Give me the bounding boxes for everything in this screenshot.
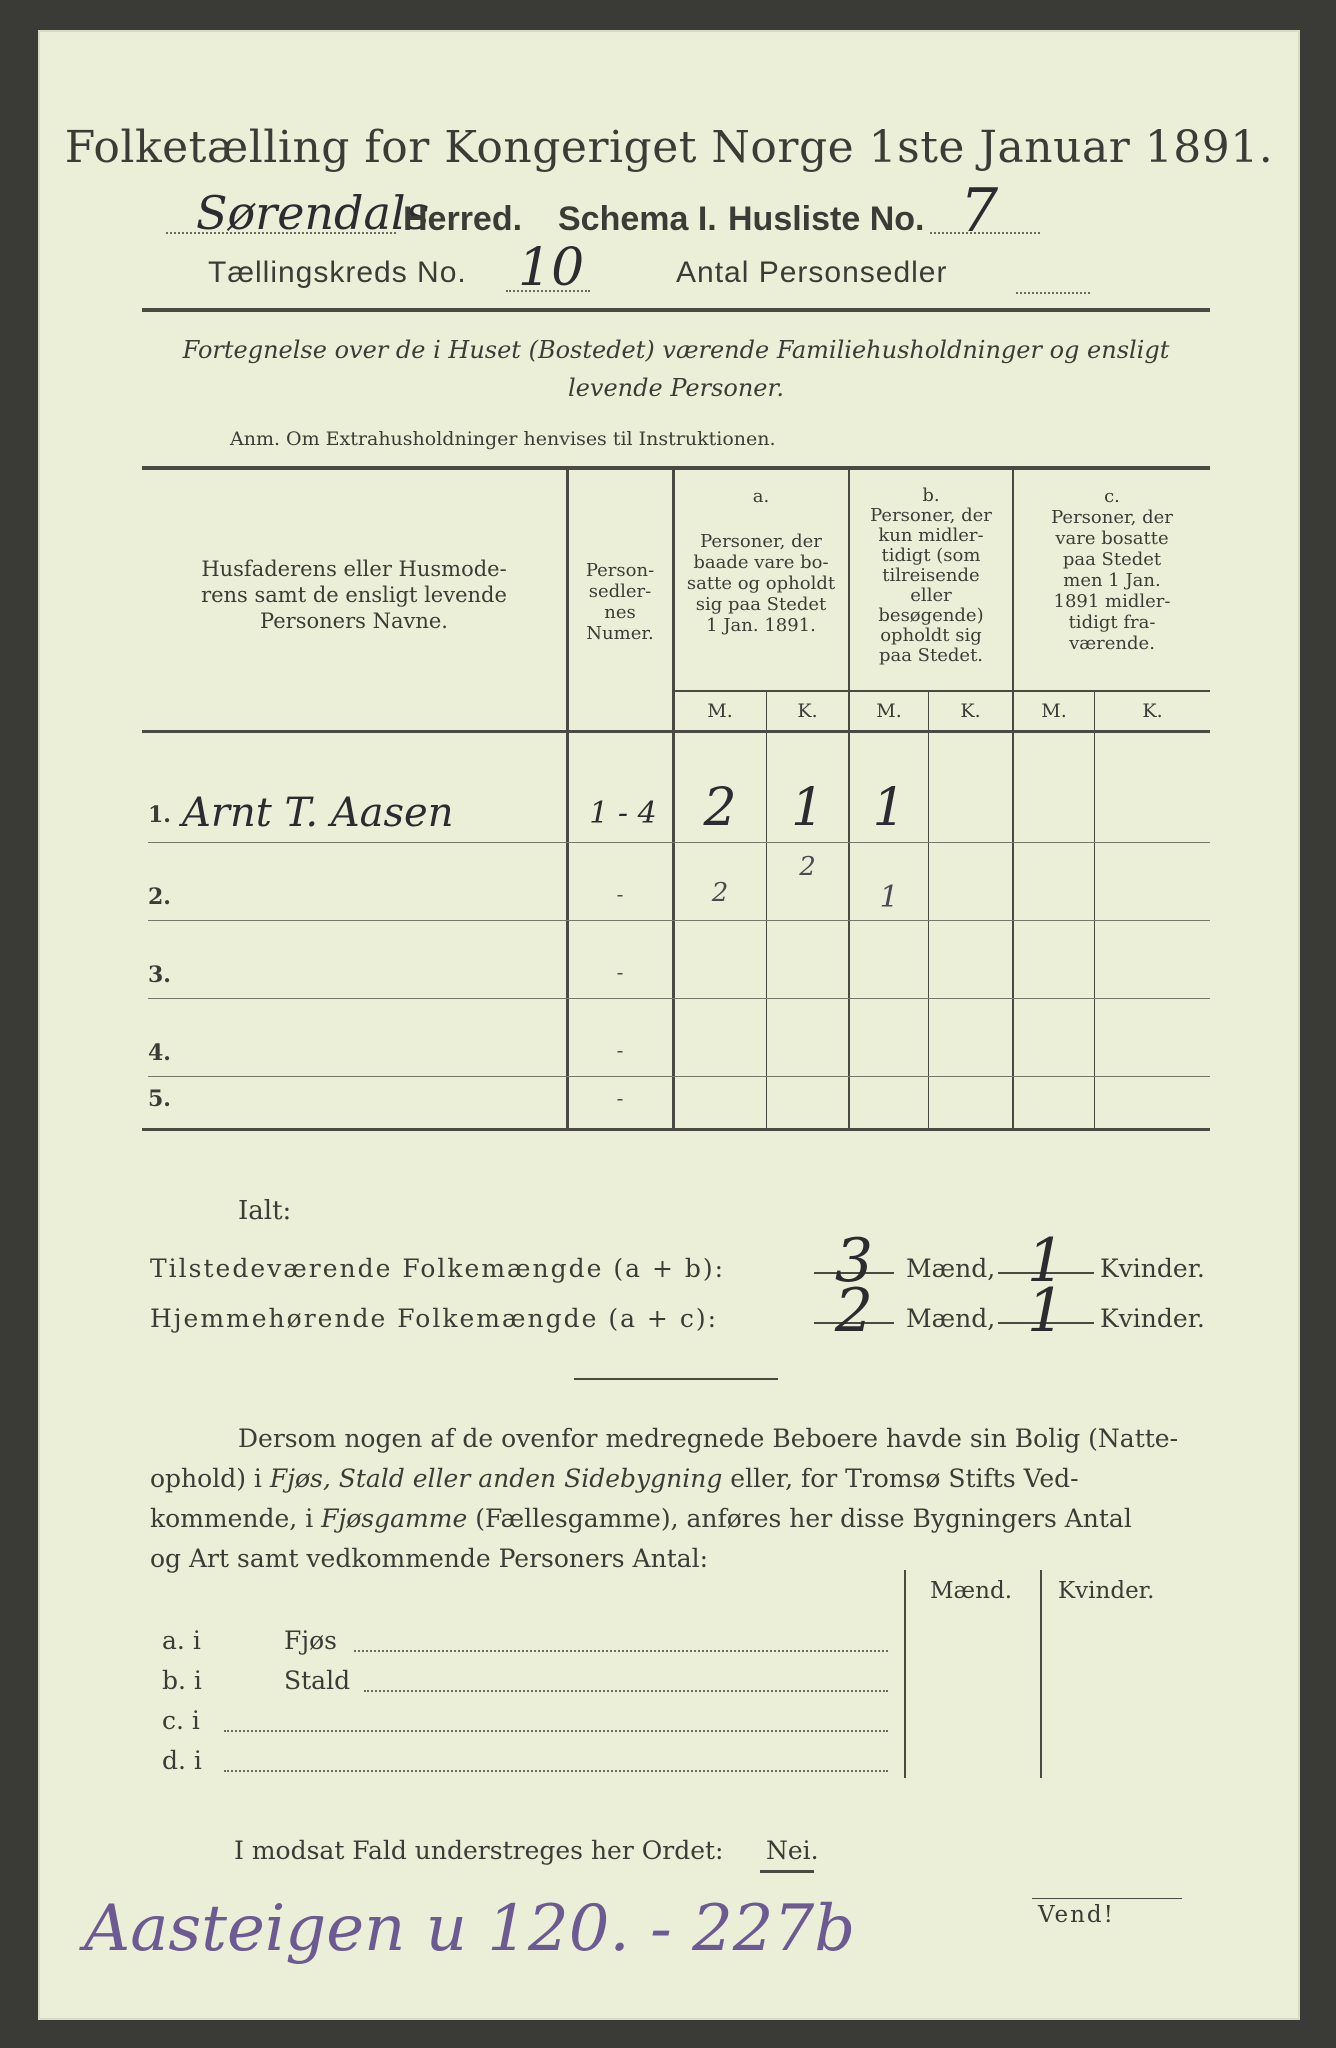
row2-number: 2. xyxy=(148,884,171,910)
bld-row-b-i: i xyxy=(193,1666,202,1695)
tilsted-maend: Mænd, xyxy=(906,1254,996,1283)
bld-row-c-letter: c. xyxy=(162,1706,184,1735)
kreds-value: 10 xyxy=(518,238,585,298)
col-b-letter: b. xyxy=(922,485,940,506)
section-divider xyxy=(574,1378,778,1380)
col-a-l3: satte og opholdt xyxy=(686,573,836,594)
row3-sedler: - xyxy=(616,960,624,984)
col-a-l1: Personer, der xyxy=(700,531,822,552)
row4-line xyxy=(148,1076,1210,1077)
bld-row-a-i: i xyxy=(192,1626,201,1655)
col-name-l1: Husfaderens eller Husmode- xyxy=(201,557,507,581)
buildings-p4: og Art samt vedkommende Personers Antal: xyxy=(150,1544,709,1573)
col-name-l3: Personers Navne. xyxy=(260,609,448,633)
hjemme-k-value: 1 xyxy=(1026,1276,1066,1346)
col-a-header xyxy=(676,486,846,636)
archive-annotation: Aasteigen u 120. - 227b xyxy=(84,1892,856,1966)
husliste-field xyxy=(930,176,1040,246)
row2-a-k: 2 xyxy=(799,852,816,882)
table-header-rule xyxy=(142,730,1210,733)
buildings-p2-b: Fjøs, Stald eller anden Sidebygning xyxy=(269,1464,723,1493)
row1-b-m: 1 xyxy=(872,778,906,838)
col-num-l1: Person- xyxy=(585,560,655,581)
col-num-l2: sedler- xyxy=(588,581,652,602)
hjemme-m-value: 2 xyxy=(834,1276,874,1346)
vrule-cm xyxy=(1094,692,1095,1130)
antal-field xyxy=(1016,292,1090,294)
row4-number: 4. xyxy=(148,1040,171,1066)
buildings-p1: Dersom nogen af de ovenfor medregnede Beboere havde sin Bolig (Natte- xyxy=(238,1424,1179,1453)
intro-line1: Fortegnelse over de i Huset (Bostedet) værende Familiehusholdninger og ensligt xyxy=(182,336,1170,364)
bld-row-a-letter: a. xyxy=(162,1626,185,1655)
col-a-l5: 1 Jan. 1891. xyxy=(706,615,816,636)
buildings-p2-c: eller, for Tromsø Stifts Ved- xyxy=(722,1464,1079,1493)
husliste-value: 7 xyxy=(960,176,999,246)
col-c-header xyxy=(1014,486,1210,654)
form-title: Folketælling for Kongeriget Norge 1ste Januar 1891. xyxy=(64,122,1274,173)
table-bottom-rule xyxy=(142,1128,1210,1131)
antal-label: Antal Personsedler xyxy=(676,256,948,289)
bld-row-b-dots xyxy=(364,1690,888,1692)
row1-number: 1. xyxy=(148,802,171,828)
tilsted-m-value: 3 xyxy=(834,1226,874,1296)
buildings-p3-c: (Fællesgamme), anføres her disse Bygningers Antal xyxy=(467,1504,1132,1533)
herred-label: Herred. xyxy=(403,200,523,238)
ialt-label: Ialt: xyxy=(238,1196,292,1226)
col-b-l3: tidigt (som xyxy=(881,545,981,566)
col-name-header xyxy=(148,556,560,634)
row1-sedler: 1 - 4 xyxy=(589,796,657,831)
kreds-label: Tællingskreds No. xyxy=(208,256,467,289)
a-k-label: K. xyxy=(797,700,818,722)
row2-a-m: 2 xyxy=(711,878,729,908)
bld-row-b xyxy=(162,1666,202,1695)
buildings-p3-b: Fjøsgamme xyxy=(321,1504,468,1533)
nei-word: Nei. xyxy=(766,1836,819,1865)
col-c-l1: Personer, der xyxy=(1051,507,1173,528)
herred-field xyxy=(166,186,430,240)
row1-a-m: 2 xyxy=(703,778,737,838)
hjemme-maend: Mænd, xyxy=(906,1304,996,1333)
vrule-am xyxy=(766,692,767,1130)
col-c-l6: tidigt fra- xyxy=(1068,612,1156,633)
bld-row-a xyxy=(162,1626,201,1655)
vrule-bm xyxy=(928,692,929,1130)
row1-name: Arnt T. Aasen xyxy=(182,790,454,836)
bld-row-b-letter: b. xyxy=(162,1666,186,1695)
bld-row-d-dots xyxy=(224,1770,888,1772)
hjemme-label: Hjemmehørende Folkemængde (a + c): xyxy=(150,1304,718,1333)
hjemme-kvinder: Kvinder. xyxy=(1100,1304,1205,1333)
row3-number: 3. xyxy=(148,962,171,988)
col-b-l1: Personer, der xyxy=(870,505,992,526)
col-c-l7: værende. xyxy=(1069,633,1155,654)
col-num-l4: Numer. xyxy=(586,623,654,644)
row1-line xyxy=(148,842,1210,843)
c-k-label: K. xyxy=(1142,700,1163,722)
col-num-l3: nes xyxy=(604,602,636,623)
col-a-l2: baade vare bo- xyxy=(693,552,829,573)
row3-line xyxy=(148,998,1210,999)
table-top-rule xyxy=(142,466,1210,470)
tilsted-kvinder: Kvinder. xyxy=(1100,1254,1205,1283)
header-rule xyxy=(142,308,1210,312)
col-b-l5: eller xyxy=(910,585,952,606)
bld-row-b-label: Stald xyxy=(284,1666,351,1695)
vrule-name xyxy=(566,468,569,1130)
anm-note: Anm. Om Extrahusholdninger henvises til Instruktionen. xyxy=(230,428,776,450)
col-b-l6: besøgende) xyxy=(878,605,984,626)
vend-rule xyxy=(1032,1898,1182,1899)
col-a-l4: sig paa Stedet xyxy=(695,594,827,615)
modsat-text: I modsat Fald understreges her Ordet: xyxy=(234,1836,724,1865)
bld-col-kvinder: Kvinder. xyxy=(1058,1578,1155,1604)
tilsted-k-value: 1 xyxy=(1026,1226,1066,1296)
nei-underline xyxy=(760,1870,814,1873)
bld-vrule-2 xyxy=(1040,1570,1042,1778)
bld-vrule-1 xyxy=(904,1570,906,1778)
kreds-field xyxy=(506,238,590,298)
schema-label: Schema I. xyxy=(558,200,717,238)
b-m-label: M. xyxy=(876,700,902,722)
col-b-header xyxy=(850,486,1012,666)
bld-row-c-i: i xyxy=(191,1706,200,1735)
a-m-label: M. xyxy=(707,700,733,722)
herred-value: Sørendals xyxy=(196,186,430,240)
husliste-label: Husliste No. xyxy=(728,200,925,238)
col-c-letter: c. xyxy=(1104,486,1120,507)
col-b-l7: opholdt sig xyxy=(880,625,982,646)
buildings-p2-a: ophold) i xyxy=(150,1464,270,1493)
col-name-l2: rens samt de ensligt levende xyxy=(201,583,507,607)
row4-sedler: - xyxy=(616,1038,624,1062)
row2-sedler: - xyxy=(616,882,624,906)
row2-b-m: 1 xyxy=(879,880,899,915)
row2-line xyxy=(148,920,1210,921)
tilsted-label: Tilstedeværende Folkemængde (a + b): xyxy=(150,1254,726,1283)
col-c-l4: men 1 Jan. xyxy=(1063,570,1161,591)
census-form-sheet xyxy=(38,30,1300,2020)
col-num-header xyxy=(570,560,670,644)
row5-number: 5. xyxy=(148,1086,171,1112)
b-k-label: K. xyxy=(960,700,981,722)
col-c-l5: 1891 midler- xyxy=(1053,591,1171,612)
buildings-p3 xyxy=(150,1504,1210,1533)
bld-row-d xyxy=(162,1746,202,1775)
col-b-l8: paa Stedet. xyxy=(878,645,984,666)
bld-col-maend: Mænd. xyxy=(930,1578,1013,1604)
row1-a-k: 1 xyxy=(790,778,825,838)
buildings-p2 xyxy=(150,1464,1210,1493)
mk-rule xyxy=(674,690,1210,692)
col-b-l4: tilreisende xyxy=(882,565,980,586)
buildings-p3-a: kommende, i xyxy=(150,1504,322,1533)
col-a-letter: a. xyxy=(752,486,770,507)
c-m-label: M. xyxy=(1041,700,1067,722)
col-c-l2: vare bosatte xyxy=(1055,528,1169,549)
bld-row-d-i: i xyxy=(193,1746,202,1775)
row5-sedler: - xyxy=(616,1086,624,1110)
bld-row-c xyxy=(162,1706,200,1735)
vend-label: Vend! xyxy=(1038,1902,1115,1928)
col-c-l3: paa Stedet xyxy=(1062,549,1162,570)
bld-row-a-dots xyxy=(354,1650,888,1652)
bld-row-c-dots xyxy=(224,1730,888,1732)
bld-row-d-letter: d. xyxy=(162,1746,186,1775)
bld-row-a-label: Fjøs xyxy=(284,1626,337,1655)
intro-line2: levende Personer. xyxy=(568,374,784,402)
col-b-l2: kun midler- xyxy=(878,525,984,546)
